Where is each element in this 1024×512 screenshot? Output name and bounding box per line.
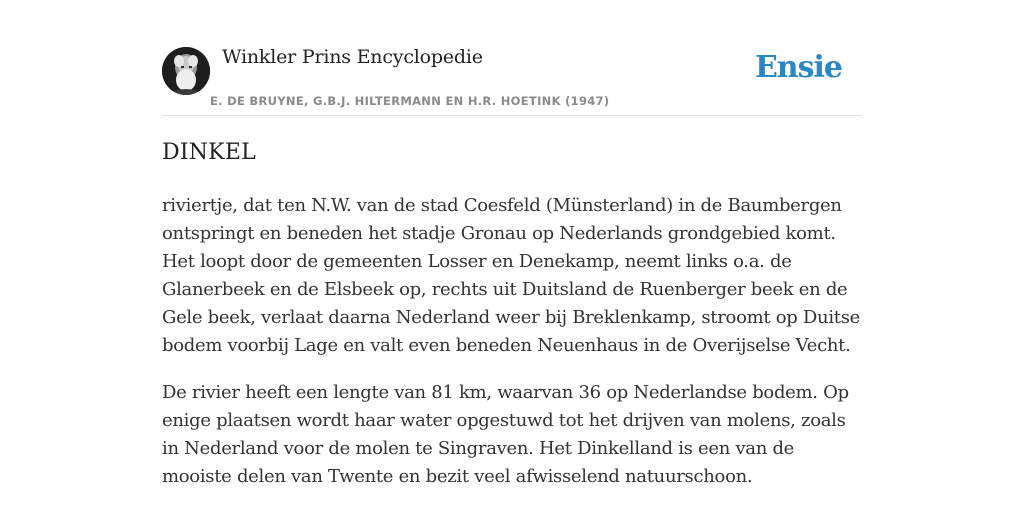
- source-authors: E. DE BRUYNE, G.B.J. HILTERMANN EN H.R. HOETINK (1947): [210, 94, 610, 108]
- brand-logo[interactable]: Ensie: [754, 50, 842, 85]
- entry-body: [162, 192, 864, 510]
- author-avatar[interactable]: [162, 47, 210, 95]
- entry-paragraph: riviertje, dat ten N.W. van de stad Coesfeld (Münsterland) in de Baumbergen ontspringt en beneden het stadje Gronau op Nederlands grondgebied komt. Het loopt door de gemeenten Losser en Denekamp, neemt links o.a. de Glanerbeek en de Elsbeek op, rechts uit Duitsland de Ruenberger beek en de Gele beek, verlaat daarna Nederland weer bij Breklenkamp, stroomt op Duitse bodem voorbij Lage en valt even beneden Neuenhaus in de Overijselse Vecht.: [162, 195, 861, 356]
- source-header: [162, 46, 862, 116]
- source-title[interactable]: Winkler Prins Encyclopedie: [222, 46, 483, 68]
- entry-title: DINKEL: [162, 140, 256, 165]
- entry-paragraph: De rivier heeft een lengte van 81 km, waarvan 36 op Nederlandse bodem. Op enige plaatsen wordt haar water opgestuwd tot het drijven van molens, zoals in Nederland voor de molen te Singraven. Het Dinkelland is een van de mooiste delen van Twente en bezit veel afwisselend natuurschoon.: [162, 382, 849, 487]
